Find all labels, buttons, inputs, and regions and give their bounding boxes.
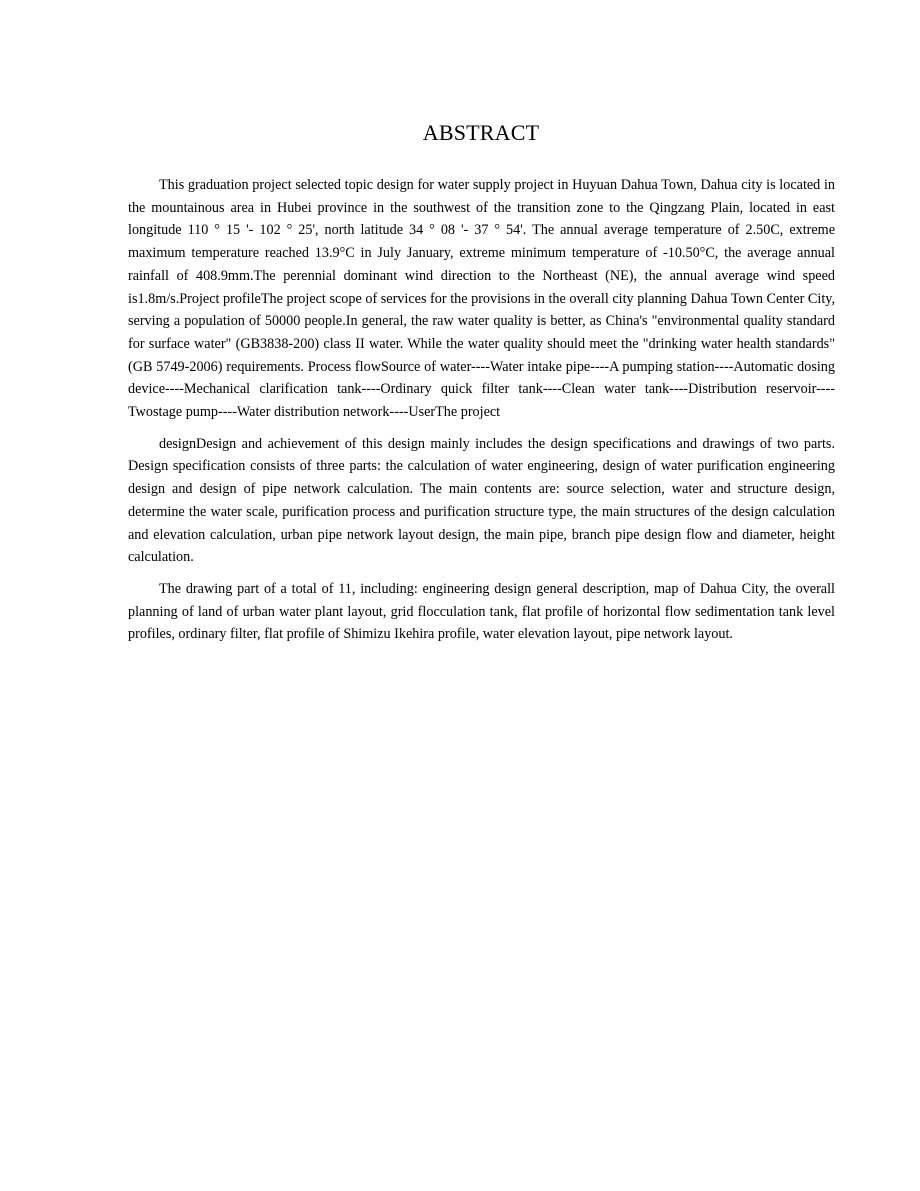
- abstract-paragraph-3: The drawing part of a total of 11, including: engineering design general description, map of Dahua City, the overall planning of land of urban water plant layout, grid flocculation tank, flat profile of horizontal flow sedimentation tank level profiles, ordinary filter, flat profile of Shimizu Ikehira profile, water elevation layout, pipe network layout.: [128, 580, 835, 643]
- abstract-paragraph-1: This graduation project selected topic design for water supply project in Huyuan Dahua Town, Dahua city is located in the mountainous area in Hubei province in the southwest of the transition zone to the Qingzang Plain, located in east longitude 110 ° 15 '- 102 ° 25', north latitude 34 ° 08 '- 37 ° 54'. The annual average temperature of 2.50C, extreme maximum temperature reached 13.9°C in July January, extreme minimum temperature of -10.50°C, the average annual rainfall of 408.9mm.The perennial dominant wind direction to the Northeast (NE), the annual average wind speed is1.8m/s.Project profileThe project scope of services for the provisions in the overall city planning Dahua Town Center City, serving a population of 50000 people.In general, the raw water quality is better, as China's "environmental quality standard for surface water" (GB3838-200) class II water. While the water quality should meet the "drinking water health standards" (GB 5749-2006) requirements. Process flowSource of water----Water intake pipe----A pumping station----Automatic dosing device----Mechanical clarification tank----Ordinary quick filter tank----Clean water tank----Distribution reservoir----Twostage pump----Water distribution network----UserThe project: [128, 177, 835, 421]
- abstract-body: [128, 174, 835, 655]
- page-title: ABSTRACT: [422, 120, 540, 145]
- abstract-paragraph-2: designDesign and achievement of this design mainly includes the design specifications and drawings of two parts. Design specification consists of three parts: the calculation of water engineering, design of water purification engineering design and design of pipe network calculation. The main contents are: source selection, water and structure design, determine the water scale, purification process and purification structure type, the main structures of the design calculation and elevation calculation, urban pipe network layout design, the main pipe, branch pipe design flow and diameter, height calculation.: [128, 435, 835, 566]
